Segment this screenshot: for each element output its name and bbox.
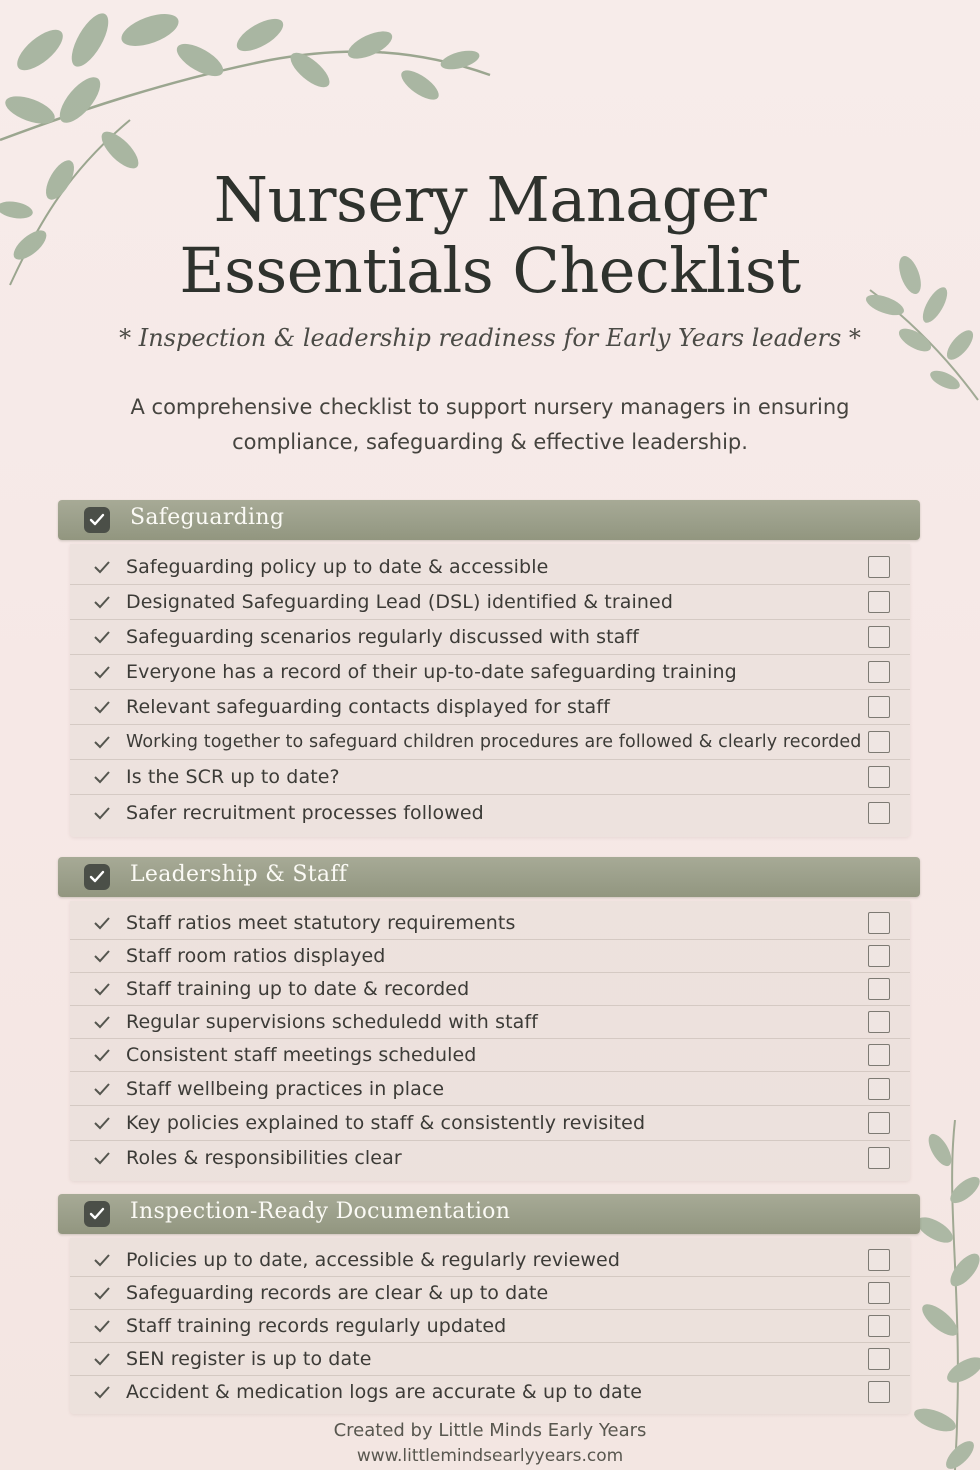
checkmark-icon (92, 1349, 112, 1369)
footer-credit: Created by Little Minds Early Years (333, 1420, 647, 1441)
item-label: Staff training records regularly updated (126, 1315, 507, 1337)
section-title: Safeguarding (130, 505, 285, 530)
checkmark-icon (92, 627, 112, 647)
checkmark-icon (92, 557, 112, 577)
checklist-item (70, 725, 910, 760)
checkbox-icon[interactable] (868, 766, 890, 788)
checkbox-icon[interactable] (868, 556, 890, 578)
checkbox-icon[interactable] (868, 1348, 890, 1370)
checkmark-icon (92, 1079, 112, 1099)
intro-line: compliance, safeguarding & effective leadership. (232, 430, 748, 454)
checkmark-icon (92, 1113, 112, 1133)
item-label: Relevant safeguarding contacts displayed for staff (126, 696, 610, 718)
checklist (70, 544, 910, 837)
checklist-item (70, 690, 910, 725)
item-label: Staff ratios meet statutory requirements (126, 912, 516, 934)
checkmark-icon (92, 732, 112, 752)
section-header (58, 1194, 920, 1234)
checkbox-icon[interactable] (868, 1044, 890, 1066)
checkmark-icon (92, 1012, 112, 1032)
section-leadership-staff (58, 857, 920, 1181)
checklist-item (70, 1376, 910, 1408)
item-label: Staff wellbeing practices in place (126, 1077, 445, 1100)
checkmark-icon (92, 697, 112, 717)
item-label: Accident & medication logs are accurate & up to date (126, 1381, 643, 1403)
checkmark-icon (84, 864, 110, 890)
checklist-item (70, 760, 910, 795)
checklist-item (70, 1310, 910, 1343)
item-label: Designated Safeguarding Lead (DSL) identified & trained (126, 591, 673, 613)
item-label: Safer recruitment processes followed (126, 802, 484, 824)
section-inspection-documentation (58, 1194, 920, 1414)
checkbox-icon[interactable] (868, 1078, 890, 1100)
checklist-item (70, 1072, 910, 1106)
checklist-item (70, 1039, 910, 1072)
checklist-item (70, 907, 910, 940)
item-label: Key policies explained to staff & consistently revisited (126, 1112, 646, 1134)
page-title-line2: Essentials Checklist (179, 234, 801, 307)
checkmark-icon (92, 1316, 112, 1336)
checkmark-icon (92, 1382, 112, 1402)
checkbox-icon[interactable] (868, 1011, 890, 1033)
footer-url[interactable]: www.littlemindsearlyyears.com (356, 1446, 624, 1466)
checkmark-icon (92, 913, 112, 933)
checkbox-icon[interactable] (868, 912, 890, 934)
checklist-item (70, 1343, 910, 1376)
checkmark-icon (92, 1283, 112, 1303)
item-label: Regular supervisions scheduledd with staff (126, 1011, 538, 1033)
checkmark-icon (92, 1045, 112, 1065)
checklist-item (70, 1141, 910, 1175)
checkmark-icon (84, 507, 110, 533)
checklist-item (70, 973, 910, 1006)
checkmark-icon (92, 946, 112, 966)
checkbox-icon[interactable] (868, 731, 890, 753)
checklist (70, 1238, 910, 1414)
checkbox-icon[interactable] (868, 1381, 890, 1403)
checkmark-icon (84, 1201, 110, 1227)
checkbox-icon[interactable] (868, 1249, 890, 1271)
section-header (58, 500, 920, 540)
checkbox-icon[interactable] (868, 661, 890, 683)
item-label: Is the SCR up to date? (126, 766, 340, 788)
checkbox-icon[interactable] (868, 696, 890, 718)
checkbox-icon[interactable] (868, 1112, 890, 1134)
item-label: Consistent staff meetings scheduled (126, 1044, 477, 1066)
checkmark-icon (92, 662, 112, 682)
item-label: Working together to safeguard children procedures are followed & clearly recorded (126, 732, 862, 752)
page-subtitle: * Inspection & leadership readiness for Early Years leaders * (119, 324, 861, 352)
checklist-item (70, 655, 910, 690)
checklist-item (70, 585, 910, 620)
item-label: Safeguarding scenarios regularly discussed with staff (126, 626, 639, 648)
checkmark-icon (92, 803, 112, 823)
checklist-item (70, 1006, 910, 1039)
item-label: Staff training up to date & recorded (126, 978, 470, 1000)
checkbox-icon[interactable] (868, 978, 890, 1000)
item-label: Staff room ratios displayed (126, 945, 386, 967)
intro-line: A comprehensive checklist to support nursery managers in ensuring (130, 395, 850, 419)
item-label: Safeguarding records are clear & up to date (126, 1282, 549, 1304)
checklist-item (70, 550, 910, 585)
checklist-item (70, 620, 910, 655)
item-label: SEN register is up to date (126, 1348, 372, 1370)
checkbox-icon[interactable] (868, 1282, 890, 1304)
checkbox-icon[interactable] (868, 591, 890, 613)
item-label: Roles & responsibilities clear (126, 1147, 402, 1169)
section-header (58, 857, 920, 897)
checkmark-icon (92, 979, 112, 999)
checklist-item (70, 1277, 910, 1310)
item-label: Safeguarding policy up to date & accessible (126, 556, 549, 578)
section-title: Inspection-Ready Documentation (130, 1199, 511, 1224)
page-title-line1: Nursery Manager (213, 163, 767, 236)
section-safeguarding (58, 500, 920, 837)
checkbox-icon[interactable] (868, 802, 890, 824)
checkbox-icon[interactable] (868, 945, 890, 967)
checkbox-icon[interactable] (868, 1315, 890, 1337)
checklist-item (70, 795, 910, 831)
checklist-item (70, 1244, 910, 1277)
item-label: Policies up to date, accessible & regularly reviewed (126, 1249, 620, 1271)
checkmark-icon (92, 1250, 112, 1270)
intro-text (90, 390, 890, 460)
checkbox-icon[interactable] (868, 1147, 890, 1169)
checklist-item (70, 940, 910, 973)
checkmark-icon (92, 1148, 112, 1168)
checkmark-icon (92, 767, 112, 787)
checklist-item (70, 1106, 910, 1141)
checkbox-icon[interactable] (868, 626, 890, 648)
item-label: Everyone has a record of their up-to-date safeguarding training (126, 661, 737, 683)
checklist (70, 901, 910, 1181)
section-title: Leadership & Staff (130, 862, 348, 887)
checkmark-icon (92, 592, 112, 612)
